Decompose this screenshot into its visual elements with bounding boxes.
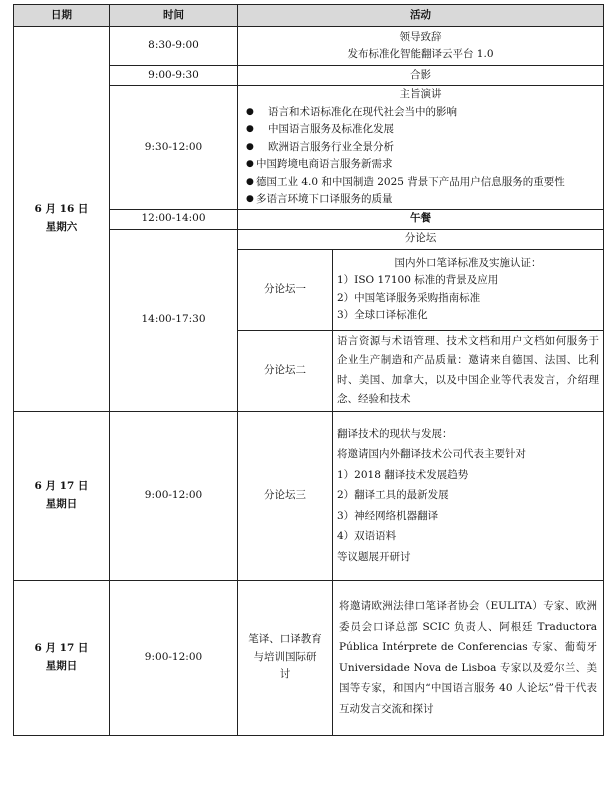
education-forum-content: 将邀请欧洲法律口笔译者协会（EULITA）专家、欧洲委员会口译总部 SCIC 负责人、阿根廷 Traductora Pública Intérprete de Conferencias 专家、葡萄牙 Universidade Nova de Lisboa 专家以及爱尔兰、美国等专家，和国内“中国语言服务 40 人论坛”骨干代表互动发言交流和探讨 (333, 580, 604, 735)
keynote-item: ● 德国工业 4.0 和中国制造 2025 背景下产品用户信息服务的重要性 (242, 174, 599, 192)
opening-line-1: 领导致辞 (399, 30, 442, 43)
opening-activity (238, 27, 604, 66)
subforum-1-content (333, 249, 604, 330)
subforum-3-line: 2）翻译工具的最新发展 (337, 489, 449, 502)
day2b-time: 9:00-12:00 (110, 580, 238, 735)
subforum-3-line: 1）2018 翻译技术发展趋势 (337, 468, 469, 481)
subforum-3-line: 3）神经网络机器翻译 (337, 509, 439, 522)
lunch-activity: 午餐 (238, 209, 604, 229)
day2b-weekday: 星期日 (45, 659, 78, 672)
keynote-time: 9:30-12:00 (110, 86, 238, 210)
subforum-1-item: 3）全球口译标准化 (337, 309, 428, 321)
row-opening (14, 27, 604, 66)
header-activity: 活动 (238, 5, 604, 27)
subforum-1-title: 国内外口笔译标准及实施认证： (394, 256, 542, 269)
day1-date: 6 月 16 日 (34, 203, 89, 216)
day2a-time: 9:00-12:00 (110, 411, 238, 580)
subforum-3-line: 4）双语语料 (337, 530, 397, 543)
header-row (14, 5, 604, 27)
forum-time: 14:00-17:30 (110, 229, 238, 411)
subforum-3-name: 分论坛三 (238, 411, 333, 580)
schedule-table (13, 4, 604, 736)
row-education-forum (14, 580, 604, 735)
keynote-item: ● 欧洲语言服务行业全景分析 (242, 139, 599, 157)
opening-time: 8:30-9:00 (110, 27, 238, 66)
keynote-title: 主旨演讲 (399, 88, 442, 100)
education-forum-name-line: 讨 (279, 668, 291, 681)
photo-time: 9:00-9:30 (110, 66, 238, 86)
day2a-weekday: 星期日 (45, 497, 78, 510)
day1-weekday: 星期六 (45, 220, 78, 233)
keynote-item: ● 多语言环境下口译服务的质量 (242, 191, 599, 209)
subforum-2-name: 分论坛二 (238, 330, 333, 411)
subforum-1-item: 1）ISO 17100 标准的背景及应用 (337, 274, 499, 286)
day2b-date-cell (14, 580, 110, 735)
header-time: 时间 (110, 5, 238, 27)
subforum-3-content (333, 411, 604, 580)
photo-activity: 合影 (238, 66, 604, 86)
day2a-date: 6 月 17 日 (34, 480, 89, 492)
header-date: 日期 (14, 5, 110, 27)
subforum-3-line: 将邀请国内外翻译技术公司代表主要针对 (337, 448, 526, 461)
day2a-date-cell (14, 411, 110, 580)
subforum-1-name: 分论坛一 (238, 249, 333, 330)
subforum-2-content: 语言资源与术语管理、技术文档和用户文档如何服务于企业生产制造和产品质量：邀请来自德国、法国、比利时、美国、加拿大，以及中国企业等代表发言，介绍理念、经验和技术 (333, 330, 604, 411)
keynote-item: ● 中国跨境电商语言服务新需求 (242, 156, 599, 174)
forum-title: 分论坛 (238, 229, 604, 249)
opening-line-2: 发布标准化智能翻译云平台 1.0 (347, 48, 494, 60)
day1-date-cell (14, 27, 110, 412)
lunch-time: 12:00-14:00 (110, 209, 238, 229)
keynote-activity (238, 86, 604, 210)
subforum-1-item: 2）中国笔译服务采购指南标准 (337, 291, 481, 304)
row-subforum-3 (14, 411, 604, 580)
day2b-date: 6 月 17 日 (34, 642, 89, 654)
subforum-3-line: 等议题展开研讨 (337, 550, 411, 563)
keynote-item: ● 中国语言服务及标准化发展 (242, 121, 599, 139)
education-forum-name-line: 笔译、口译教育 (248, 633, 322, 646)
subforum-3-line: 翻译技术的现状与发展： (337, 427, 453, 440)
education-forum-name-line: 与培训国际研 (253, 650, 317, 663)
education-forum-name (238, 580, 333, 735)
keynote-item: ● 语言和术语标准化在现代社会当中的影响 (242, 104, 599, 122)
